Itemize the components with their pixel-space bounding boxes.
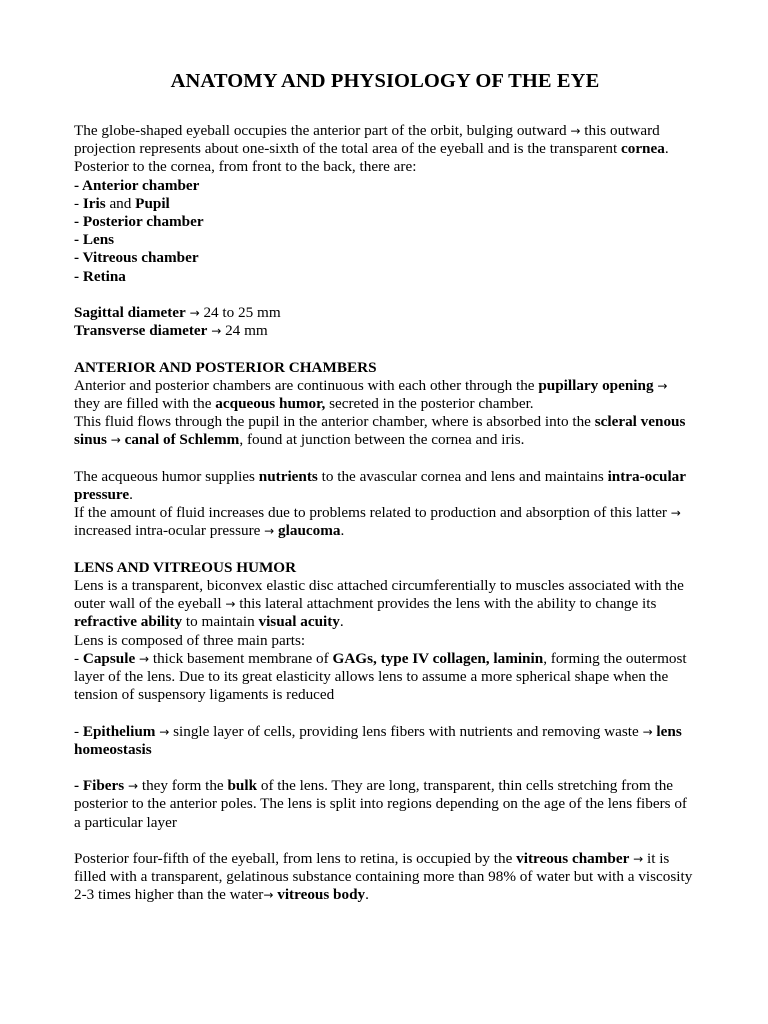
text-run: The globe-shaped eyeball occupies the anterior part of the orbit, bulging outward [74, 122, 571, 139]
paragraph [74, 777, 696, 832]
bold-term: - Fibers [74, 777, 125, 795]
arrow-icon: → [642, 724, 653, 739]
arrow-icon: → [110, 433, 121, 448]
paragraph [74, 304, 696, 322]
text-run: - [74, 722, 83, 740]
bold-term: cornea [620, 140, 665, 158]
text-run: they are filled with the [74, 395, 216, 413]
text-run: Lens is composed of three main parts: [74, 631, 306, 649]
text-run: to the avascular cornea and lens and maintains [317, 467, 608, 485]
arrow-icon: → [138, 651, 150, 666]
arrow-icon: → [189, 306, 200, 321]
text-run: . [339, 613, 344, 631]
document-title: ANATOMY AND PHYSIOLOGY OF THE EYE [170, 70, 600, 92]
paragraph [74, 504, 696, 540]
bold-term: GAGs, type IV collagen, laminin [332, 649, 544, 667]
arrow-icon: → [657, 378, 668, 393]
text-run: secreted in the posterior chamber. [325, 395, 534, 413]
paragraph [74, 268, 696, 286]
paragraph [74, 413, 696, 449]
bold-term: vitreous body [277, 886, 366, 904]
bold-term: scleral venous sinus [74, 413, 686, 449]
text-run: this lateral attachment provides the lens with the ability to change its [235, 595, 657, 613]
text-run: it is filled with a transparent, gelatinous substance containing more than 98% of water but with a viscosity 2-3 times higher than the water [74, 850, 693, 904]
arrow-icon: → [264, 524, 275, 539]
bold-term: - Lens [74, 231, 115, 249]
paragraph [74, 231, 696, 249]
arrow-icon: → [211, 324, 222, 339]
paragraph [74, 723, 696, 759]
text-run: single layer of cells, providing lens fibers with nutrients and removing waste [169, 722, 643, 740]
bold-term: - Vitreous chamber [74, 249, 199, 267]
paragraph-spacer [74, 340, 696, 358]
arrow-icon: → [570, 124, 581, 138]
bold-term: nutrients [258, 467, 318, 485]
text-run: ANTERIOR AND POSTERIOR CHAMBERS [74, 358, 377, 376]
paragraph [74, 122, 696, 158]
document-page [74, 66, 696, 905]
text-run: This fluid flows through the pupil in the anterior chamber, where is absorbed into the [74, 413, 595, 431]
text-run: 24 mm [221, 322, 268, 340]
text-run: to maintain [182, 613, 259, 631]
paragraph [74, 632, 696, 650]
arrow-icon: → [633, 852, 644, 867]
text-run: The acqueous humor supplies [74, 467, 259, 485]
bold-term: lens homeostasis [74, 722, 682, 758]
text-run: Posterior to the cornea, from front to the back, there are: [74, 158, 417, 176]
paragraph-spacer [74, 759, 696, 777]
bold-term: - Retina [74, 267, 126, 285]
text-run: , found at junction between the cornea and iris. [239, 431, 525, 449]
text-run: - [74, 649, 83, 667]
bold-term: acqueous humor, [215, 395, 326, 413]
bold-term: intra-ocular pressure [74, 467, 686, 504]
text-run: this outward projection represents about one-sixth of the total area of the eyeball and is the transparent [74, 122, 660, 158]
document-body [74, 122, 696, 905]
paragraph [74, 650, 696, 705]
text-run: . [664, 140, 669, 158]
paragraph [74, 322, 696, 340]
text-run: Posterior four-fifth of the eyeball, from lens to retina, is occupied by the [74, 850, 517, 868]
arrow-icon: → [263, 888, 274, 903]
text-run: increased intra-ocular pressure [74, 522, 265, 540]
bold-term: pupillary opening [538, 376, 654, 394]
bold-term: Sagittal diameter [74, 304, 186, 322]
bold-term: bulk [227, 777, 258, 795]
bold-term: visual acuity [258, 613, 340, 631]
bold-term: - Posterior chamber [74, 213, 204, 231]
text-run: thick basement membrane of [149, 649, 333, 667]
text-run: . [365, 886, 369, 904]
paragraph [74, 468, 696, 504]
paragraph [74, 577, 696, 632]
paragraph-spacer [74, 450, 696, 468]
paragraph [74, 377, 696, 413]
bold-term: Epithelium [82, 722, 156, 740]
paragraph-spacer [74, 541, 696, 559]
bold-term: vitreous chamber [516, 850, 630, 868]
bold-term: canal of Schlemm [124, 431, 240, 449]
paragraph-spacer [74, 286, 696, 304]
bold-term: Transverse diameter [74, 322, 208, 340]
bold-term: - Anterior chamber [74, 176, 200, 194]
text-run: Anterior and posterior chambers are continuous with each other through the [74, 376, 539, 394]
text-run: they form the [138, 777, 228, 795]
paragraph [74, 249, 696, 267]
paragraph [74, 177, 696, 195]
text-run: - [74, 194, 83, 212]
section-heading [74, 359, 696, 377]
text-run: If the amount of fluid increases due to problems related to production and absorption of this latter [74, 504, 671, 522]
text-run: Lens is a transparent, biconvex elastic disc attached circumferentially to muscles associated with the outer wall of the eyeball [74, 577, 684, 613]
bold-term: glaucoma [278, 522, 341, 540]
text-run: 24 to 25 mm [199, 304, 281, 322]
bold-term: Capsule [82, 649, 136, 667]
text-run: and [105, 194, 136, 212]
bold-term: refractive ability [74, 613, 183, 631]
text-run: of the lens. They are long, transparent, thin cells stretching from the posterior to the anterior poles. The lens is split into regions depending on the age of the lens fibers of a particular layer [74, 777, 687, 831]
section-heading [74, 559, 696, 577]
paragraph [74, 158, 696, 176]
paragraph-spacer [74, 832, 696, 850]
arrow-icon: → [225, 597, 236, 612]
paragraph [74, 213, 696, 231]
text-run: . [129, 486, 133, 504]
text-run: , forming the outermost layer of the lens. Due to its great elasticity allows lens to assume a more spherical shape when the tension of suspensory ligaments is reduced [74, 649, 687, 704]
text-run: LENS AND VITREOUS HUMOR [74, 558, 297, 576]
paragraph-spacer [74, 704, 696, 722]
bold-term: Iris [82, 194, 106, 212]
paragraph [74, 850, 696, 905]
text-run: . [340, 522, 345, 540]
bold-term: Pupil [135, 194, 170, 212]
arrow-icon: → [670, 506, 681, 521]
paragraph [74, 195, 696, 213]
arrow-icon: → [128, 779, 139, 794]
arrow-icon: → [159, 724, 170, 739]
